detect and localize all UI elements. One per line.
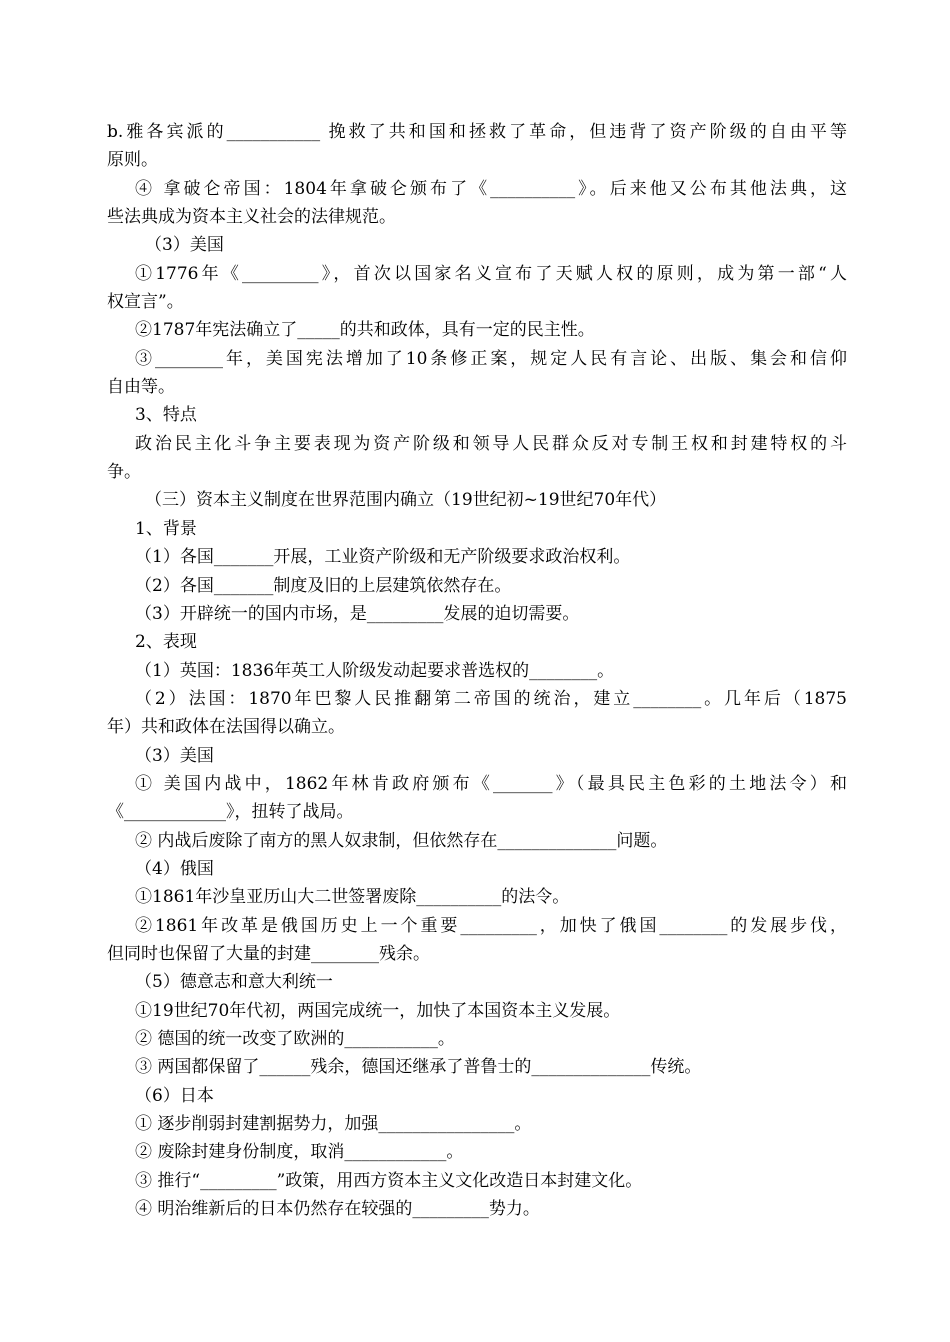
text-line: （3）美国 — [135, 745, 214, 766]
text-line: （2）法国：1870年巴黎人民推翻第二帝国的统治，建立________。几年后（1875 — [135, 688, 847, 709]
text-line: 原则。 — [107, 150, 158, 171]
text-line: （6）日本 — [135, 1085, 214, 1106]
document-body — [107, 118, 847, 1223]
text-line: 2、表现 — [135, 632, 197, 653]
text-line: 自由等。 — [107, 377, 175, 398]
text-line: （1）各国_______开展，工业资产阶级和无产阶级要求政治权利。 — [135, 547, 631, 568]
text-line: 权宣言”。 — [107, 292, 184, 313]
text-line: （3）开辟统一的国内市场，是_________发展的迫切需要。 — [135, 603, 580, 624]
text-line: ③ 两国都保留了______残余，德国还继承了普鲁士的______________传统。 — [135, 1057, 702, 1078]
text-line: 1、背景 — [135, 518, 197, 539]
text-line: （三）资本主义制度在世界范围内确立（19世纪初~19世纪70年代） — [145, 490, 667, 511]
text-line: （4）俄国 — [135, 858, 214, 879]
text-line: 3、特点 — [135, 405, 197, 426]
text-line: （3）美国 — [145, 235, 224, 256]
text-line: （5）德意志和意大利统一 — [135, 972, 333, 993]
text-line: 争。 — [107, 462, 141, 483]
text-line: ②1787年宪法确立了_____的共和政体，具有一定的民主性。 — [135, 320, 595, 341]
text-line: （2）各国_______制度及旧的上层建筑依然存在。 — [135, 575, 512, 596]
text-line: 政治民主化斗争主要表现为资产阶级和领导人民群众反对专制王权和封建特权的斗 — [135, 433, 847, 454]
text-line: ④ 明治维新后的日本仍然存在较强的_________势力。 — [135, 1199, 540, 1220]
text-line: ② 德国的统一改变了欧洲的___________。 — [135, 1029, 455, 1049]
text-line: 《____________》，扭转了战局。 — [107, 802, 354, 823]
text-line: （1）英国：1836年英工人阶级发动起要求普选权的________。 — [135, 660, 615, 681]
text-line: ①1776年《_________》，首次以国家名义宣布了天赋人权的原则，成为第一部“人 — [135, 263, 847, 284]
text-line: b.雅各宾派的___________ 挽救了共和国和拯救了革命，但违背了资产阶级的自由平等 — [107, 122, 847, 142]
text-line: ② 废除封建身份制度，取消____________。 — [135, 1142, 464, 1163]
text-line: 年）共和政体在法国得以确立。 — [107, 717, 345, 738]
text-line: ① 美国内战中，1862年林肯政府颁布《_______》（最具民主色彩的土地法令）和 — [135, 773, 847, 794]
text-line: ① 逐步削弱封建割据势力，加强________________。 — [135, 1114, 532, 1135]
text-line: ④ 拿破仑帝国：1804年拿破仑颁布了《__________》。后来他又公布其他法典，这 — [135, 178, 847, 199]
text-line: ③________年，美国宪法增加了10条修正案，规定人民有言论、出版、集会和信仰 — [135, 348, 847, 369]
text-line: 但同时也保留了大量的封建________残余。 — [107, 943, 430, 964]
text-line: ①19世纪70年代初，两国完成统一，加快了本国资本主义发展。 — [135, 1000, 621, 1021]
text-line: ③ 推行“_________”政策，用西方资本主义文化改造日本封建文化。 — [135, 1170, 643, 1191]
text-line: ② 内战后废除了南方的黑人奴隶制，但依然存在______________问题。 — [135, 830, 668, 851]
text-line: ①1861年沙皇亚历山大二世签署废除__________的法令。 — [135, 887, 570, 908]
text-line: 些法典成为资本主义社会的法律规范。 — [107, 207, 396, 228]
text-line: ②1861年改革是俄国历史上一个重要_________，加快了俄国________的发展步伐， — [135, 915, 847, 936]
